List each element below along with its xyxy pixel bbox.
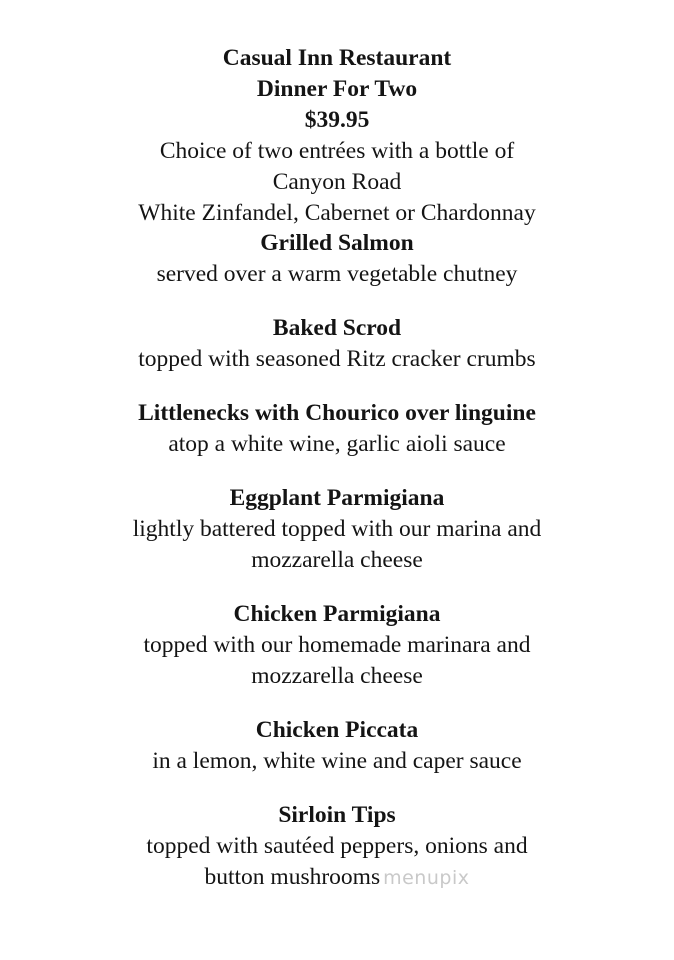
- entree-description: topped with sautéed peppers, onions and: [146, 833, 528, 859]
- entree-description: lightly battered topped with our marina and: [132, 516, 542, 542]
- entree-description: in a lemon, white wine and caper sauce: [152, 748, 522, 774]
- entree-description: atop a white wine, garlic aioli sauce: [168, 431, 506, 457]
- entree-name: Grilled Salmon: [260, 230, 414, 256]
- restaurant-name: Casual Inn Restaurant: [222, 45, 452, 71]
- special-description-line-2: Canyon Road: [272, 169, 402, 195]
- entree-description: button mushrooms: [204, 864, 381, 890]
- special-price: $39.95: [304, 107, 370, 133]
- entree-name: Baked Scrod: [272, 315, 402, 341]
- entree-description: served over a warm vegetable chutney: [156, 261, 518, 287]
- entree-name: Eggplant Parmigiana: [229, 485, 445, 511]
- entree-description: mozzarella cheese: [251, 663, 423, 689]
- entree-description: topped with seasoned Ritz cracker crumbs: [138, 346, 536, 372]
- entree-name: Littlenecks with Chourico over linguine: [138, 400, 536, 426]
- special-title: Dinner For Two: [256, 76, 418, 102]
- entree-description: topped with our homemade marinara and: [143, 632, 531, 658]
- watermark-logo: menupix: [383, 867, 470, 889]
- entree-description: mozzarella cheese: [251, 547, 423, 573]
- entree-name: Sirloin Tips: [278, 802, 396, 828]
- special-description-line-3: White Zinfandel, Cabernet or Chardonnay: [138, 200, 536, 226]
- entree-description-last: [0, 862, 674, 893]
- entree-name: Chicken Parmigiana: [233, 601, 441, 627]
- entree-name: Chicken Piccata: [255, 717, 419, 743]
- special-description-line-1: Choice of two entrées with a bottle of: [159, 138, 515, 164]
